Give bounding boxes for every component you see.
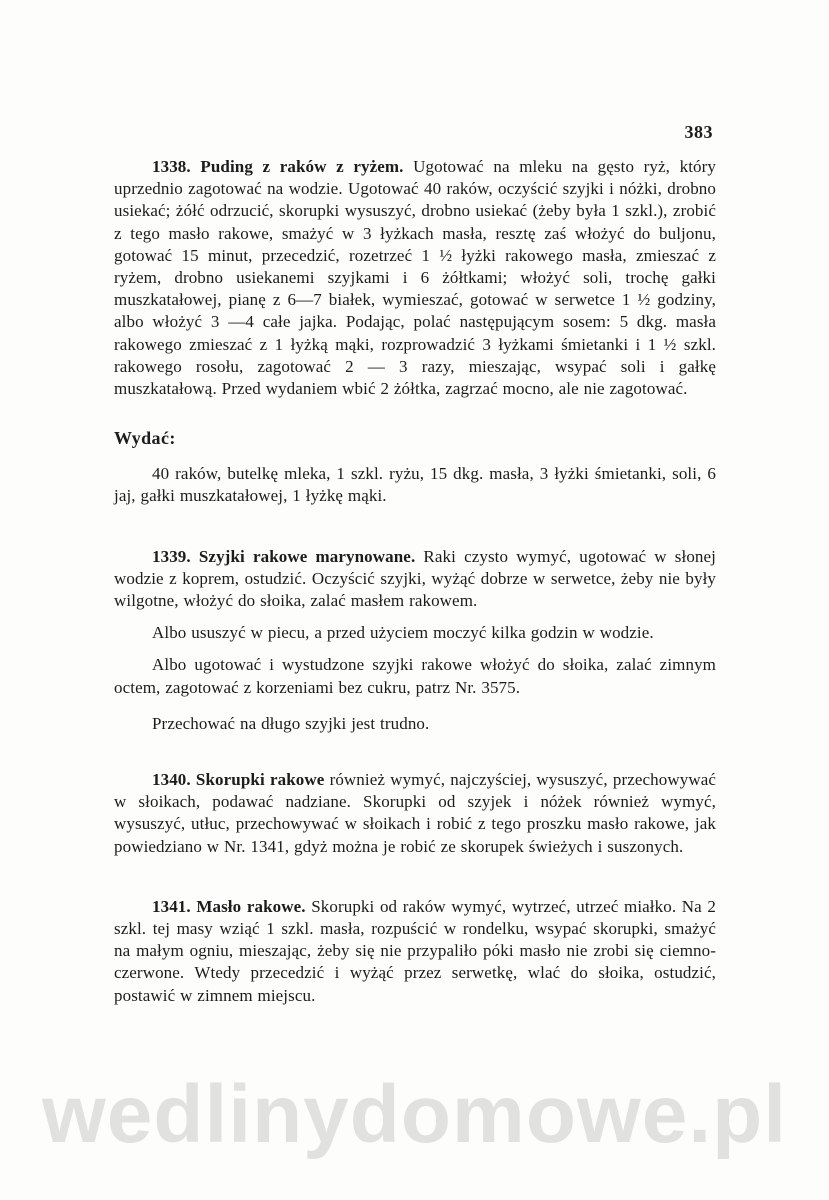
recipe-1339-alt-paragraph-2: Albo ugotować i wystudzone szyjki rakowe włożyć do słoika, zalać zimnym octem, zagotować z korzeniami bez cukru, patrz Nr. 3575. [114, 655, 716, 697]
recipe-1339-body: Raki czysto wymyć, ugotować w słonej wodzie z koprem, ostudzić. Oczyścić szyjki, wyżąć dobrze w serwetce, żeby nie były wilgotne, włożyć do słoika, zalać masłem rakowem. [114, 546, 716, 611]
recipe-1341-body: Skorupki od raków wymyć, wytrzeć, utrzeć miałko. Na 2 szkl. tej masy wziąć 1 szkl. masła, rozpuścić w rondelku, wsypać skorupki, smażyć na małym ogniu, mieszając, żeby się nie przypaliło póki masło nie zrobi się ciemno-czerwone. Wtedy przecedzić i wyżąć przez serwetkę, wlać do słoika, ostudzić, postawić w zimnem miejscu. [114, 896, 716, 1005]
page-number: 383 [684, 122, 713, 142]
recipe-1339-note-paragraph: Przechować na długo szyjki jest trudno. [152, 713, 430, 733]
recipe-1339-heading: 1339. Szyjki rakowe marynowane. [152, 546, 416, 566]
recipe-1338-paragraph [114, 156, 716, 400]
watermark-text: wedlinydomowe.pl [42, 1069, 787, 1160]
text-block [114, 156, 716, 1007]
recipe-1339-paragraph [114, 546, 716, 613]
recipe-1340-heading: 1340. Skorupki rakowe [152, 770, 325, 790]
recipe-1340-body: również wymyć, najczyściej, wysuszyć, przechowywać w słoikach, podawać nadziane. Skorupki od szyjek i nóżek również wymyć, wysuszyć, utłuc, przechowywać w słoikach i robić z tego proszku masło rakowe, jak powiedziano w Nr. 1341, gdyż można je robić ze skorupek świeżych i suszonych. [114, 770, 717, 856]
recipe-1338-body: Ugotować na mleku na gęsto ryż, który uprzednio zagotować na wodzie. Ugotować 40 raków, oczyścić szyjki i nóżki, drobno usiekać; żółć odrzucić, skorupki wysuszyć, drobno usiekać (żeby była 1 szkl.), zrobić z tego masło rakowe, smażyć w 3 łyżkach masła, resztę zaś włożyć do buljonu, gotować 15 minut, przecedzić, rozetrzeć 1 ½ łyżki rakowego masła, zmieszać z ryżem, drobno usiekanemi szyjkami i 6 żółtkami; włożyć soli, trochę gałki muszkatałowej, pianę z 6—7 białek, wymieszać, gotować w serwetce 1 ½ godziny, albo włożyć 3 —4 całe jajka. Podając, polać następującym sosem: 5 dkg. masła rakowego zmieszać z 1 łyżką mąki, rozprowadzić 3 łyżkami śmietanki i 1 ½ szkl. rakowego rosołu, zagotować 2 — 3 razy, mieszając, wsypać soli i gałkę muszkatałową. Przed wydaniem wbić 2 żółtka, zagrzać mocno, ale nie zagotować. [114, 157, 716, 399]
recipe-1340-paragraph [114, 769, 716, 858]
wydac-heading: Wydać: [114, 428, 176, 449]
ingredients-paragraph: 40 raków, butelkę mleka, 1 szkl. ryżu, 15 dkg. masła, 3 łyżki śmietanki, soli, 6 jaj, gałki muszkatałowej, 1 łyżkę mąki. [114, 464, 716, 506]
recipe-1341-heading: 1341. Masło rakowe. [152, 896, 306, 916]
recipe-1338-heading: 1338. Puding z raków z ryżem. [152, 157, 404, 176]
recipe-1341-paragraph [114, 896, 716, 1007]
recipe-1339-alt-paragraph-1: Albo ususzyć w piecu, a przed użyciem moczyć kilka godzin w wodzie. [152, 623, 654, 643]
